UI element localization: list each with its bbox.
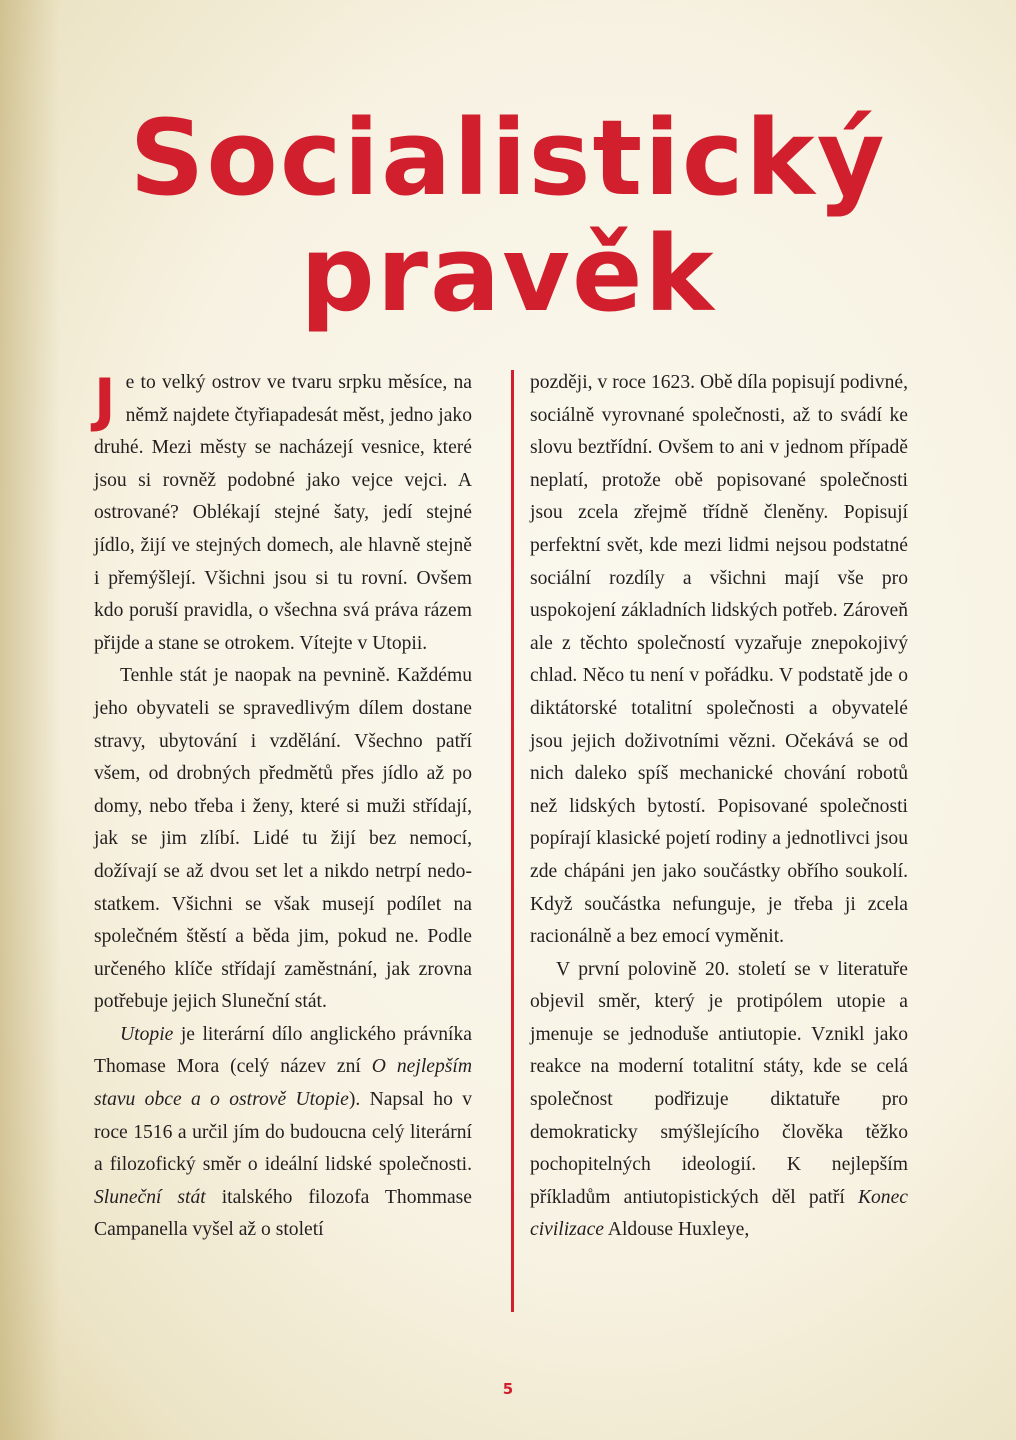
paragraph-2: Tenhle stát je naopak na pevnině. Každému jeho obyvateli se spravedlivým dílem dostane stravy, ubytování i vzdělání. Všechno patří všem, od drobných předmětů přes jídlo až po domy, nebo třeba i ženy, které si muži střídají, jak se jim zlíbí. Lidé tu žijí bez nemocí, dožívají se až dvou set let a nikdo netrpí nedostatkem. Všichni se však musejí podílet na společném štěstí a běda jim, pokud ne. Podle určeného klíče střídají zaměstnání, jak zrovna potřebuje jejich Sluneční stát. bbox=[94, 665, 472, 1013]
paragraph-1 bbox=[94, 367, 472, 660]
left-column bbox=[94, 367, 472, 1247]
right-column bbox=[530, 367, 908, 1247]
paragraph-3-text-1: je literární dílo anglického právníka Thomase Mora (celý název zní bbox=[94, 1023, 472, 1078]
title-line-1: Socialistický bbox=[129, 97, 887, 219]
drop-cap: J bbox=[94, 366, 116, 434]
paragraph-3-text-3: italského filozofa Thommase Campanella vyšel až o století bbox=[94, 1186, 472, 1241]
book-title-utopie: Utopie bbox=[120, 1023, 174, 1045]
paragraph-1-text: e to velký ostrov ve tvaru srpku měsíce, na němž najdete čtyřiapadesát měst, jedno jako druhé. Mezi městy se nacházejí vesnice, které jsou si rovněž podobné jako vejce vejci. A ostrované? Oblékají stejné šaty, jedí stejné jídlo, žijí ve stejných domech, ale hlavně stejně i přemýšlejí. Všichni jsou si tu rovní. Ovšem kdo poruší pravidla, o všechna svá práva rázem přijde a stane se otrokem. Vítejte v Utopii. bbox=[94, 372, 472, 654]
page-title bbox=[0, 97, 1016, 335]
title-line-2: pravěk bbox=[300, 213, 716, 335]
book-title-full: O nejlepším stavu obce a o ostrově Utopie bbox=[94, 1056, 472, 1111]
book-title-slunecni-stat: Sluneční stát bbox=[94, 1186, 206, 1208]
paragraph-3 bbox=[94, 1019, 472, 1247]
book-title-konec-civilizace: Konec civilizace bbox=[530, 1186, 908, 1241]
paragraph-3-text-2: ). Napsal ho v roce 1516 a určil jím do budoucna celý literární a filozofický směr o ideální lidské společnosti. bbox=[94, 1089, 473, 1176]
paragraph-5-text-2: Aldouse Huxleye, bbox=[603, 1219, 750, 1241]
paragraph-4: později, v roce 1623. Obě díla popisují podivné, sociálně vyrovnané společnosti, až to svádí ke slovu beztřídní. Ovšem to ani v jednom případě neplatí, protože obě popisované společnosti jsou zcela zřejmě třídně členěny. Popisují perfektní svět, kde mezi lidmi nejsou podstatné sociální rozdíly a všichni mají vše pro uspokojení základních lidských potřeb. Zároveň ale z těchto společností vyzařuje znepokojivý chlad. Něco tu není v pořádku. V podstatě jde o diktátorské totalitní společnosti a obyvatelé jsou jejich doživotními vězni. Očekává se od nich daleko spíš mechanické chování robotů než lidských bytostí. Popisované společnosti popírají klasické pojetí rodiny a jednotlivci jsou zde chápáni jen jako součástky obřího soukolí. Když součástka nefunguje, je třeba ji zcela racionálně a bez emocí vyměnit. bbox=[530, 372, 908, 948]
column-divider bbox=[511, 370, 514, 1312]
paragraph-5-text-1: V první polovině 20. století se v literatuře objevil směr, který je protipólem utopie a jmenuje se jednoduše antiutopie. Vznikl jako reakce na moderní totalitní státy, kde se celá společnost podřizuje diktatuře pro demokraticky smýšlejícího člověka těžko pochopitelných ideologií. K nejlepším příkladům antiutopistických děl patří bbox=[530, 958, 908, 1208]
page-number: 5 bbox=[502, 1380, 514, 1398]
paragraph-5 bbox=[530, 954, 908, 1247]
